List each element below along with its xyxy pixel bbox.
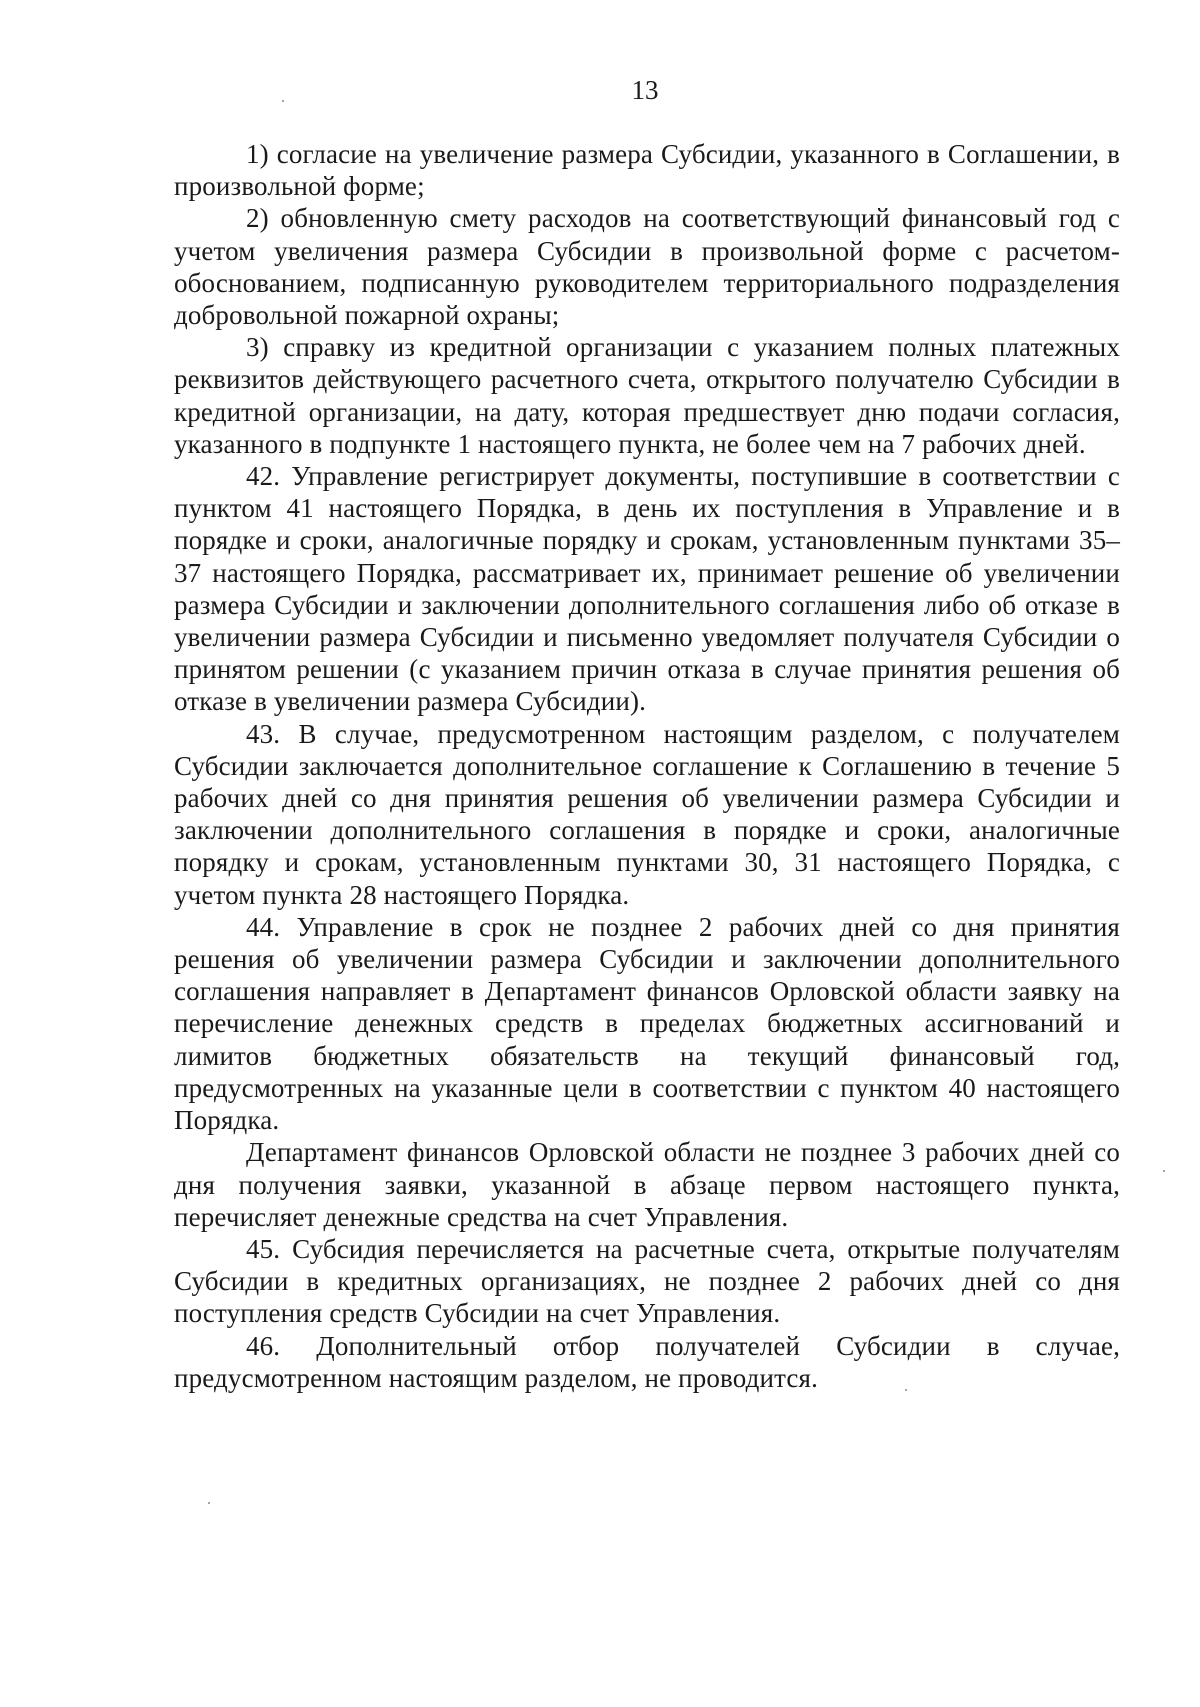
scan-speck (208, 1502, 210, 1504)
scan-speck (905, 1389, 907, 1391)
page-number: 13 (631, 75, 659, 105)
scan-speck (1163, 1170, 1165, 1172)
paragraph-item-45: 45. Субсидия перечисляется на расчетные счета, открытые получателям Субсидии в кредитных организациях, не позднее 2 рабочих дней со дня поступления средств Субсидии на счет Управления. (174, 1233, 1120, 1329)
scan-speck (282, 100, 284, 102)
paragraph-item-43: 43. В случае, предусмотренном настоящим разделом, с получателем Субсидии заключается дополнительное соглашение к Соглашению в течение 5 рабочих дней со дня принятия решения об увеличении размера Субсидии и заключении дополнительного соглашения в порядке и сроки, аналогичные порядку и срокам, установленным пунктами 30, 31 настоящего Порядка, с учетом пункта 28 настоящего Порядка. (174, 718, 1120, 910)
paragraph-item-44-second: Департамент финансов Орловской области не позднее 3 рабочих дней со дня получения заявки, указанной в абзаце первом настоящего пункта, перечисляет денежные средства на счет Управления. (174, 1137, 1120, 1232)
paragraph-subitem-2: 2) обновленную смету расходов на соответствующий финансовый год с учетом увеличения размера Субсидии в произвольной форме с расчетом-обоснованием, подписанную руководителем территориального подразделения добровольной пожарной охраны; (174, 203, 1120, 331)
paragraph-subitem-3: 3) справку из кредитной организации с указанием полных платежных реквизитов действующего расчетного счета, открытого получателю Субсидии в кредитной организации, на дату, которая предшествует дню подачи согласия, указанного в подпункте 1 настоящего пункта, не более чем на 7 рабочих дней. (174, 332, 1120, 459)
document-body (174, 138, 1120, 1394)
paragraph-item-46: 46. Дополнительный отбор получателей Субсидии в случае, предусмотренном настоящим разделом, не проводится. (174, 1330, 1120, 1393)
paragraph-item-44: 44. Управление в срок не позднее 2 рабочих дней со дня принятия решения об увеличении размера Субсидии и заключении дополнительного соглашения направляет в Департамент финансов Орловской области заявку на перечисление денежных средств в пределах бюджетных ассигнований и лимитов бюджетных обязательств на текущий финансовый год, предусмотренных на указанные цели в соответствии с пунктом 40 настоящего Порядка. (174, 911, 1120, 1136)
paragraph-subitem-1: 1) согласие на увеличение размера Субсидии, указанного в Соглашении, в произвольной форме; (174, 139, 1120, 202)
paragraph-item-42: 42. Управление регистрирует документы, поступившие в соответствии с пунктом 41 настоящего Порядка, в день их поступления в Управление и в порядке и сроки, аналогичные порядку и срокам, установленным пунктами 35–37 настоящего Порядка, рассматривает их, принимает решение об увеличении размера Субсидии и заключении дополнительного соглашения либо об отказе в увеличении размера Субсидии и письменно уведомляет получателя Субсидии о принятом решении (с указанием причин отказа в случае принятия решения об отказе в увеличении размера Субсидии). (174, 461, 1120, 717)
